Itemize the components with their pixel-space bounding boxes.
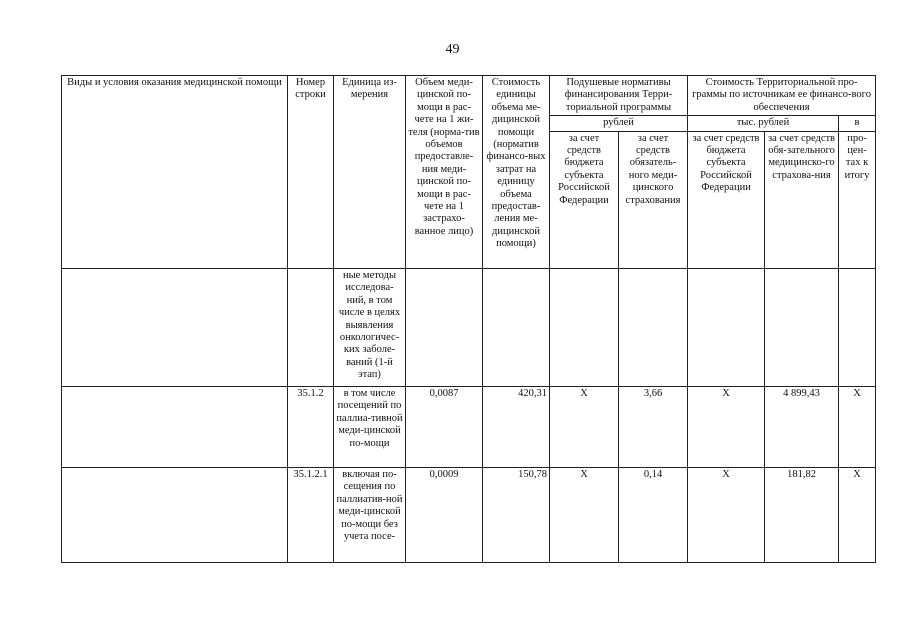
header-types: Виды и условия оказания медицинской помощи [62, 76, 288, 269]
cell-total-budget: X [688, 387, 765, 468]
table-row [62, 468, 876, 563]
cell-unit: включая по-сещения по паллиатив-ной меди-цинской по-мощи без учета посе- [334, 468, 406, 563]
cell-total-oms [765, 269, 839, 387]
table-row [62, 269, 876, 387]
cell-norm-oms: 3,66 [619, 387, 688, 468]
cell-number [288, 269, 334, 387]
cell-number: 35.1.2 [288, 387, 334, 468]
page-number: 49 [445, 42, 460, 57]
header-volume: Объем меди-цинской по-мощи в рас-чете на 1 жи-теля (норма-тив объемов предоставле-ния меди-цинской по-мощи в рас-чете на 1 застрахо-ванное лицо) [406, 76, 483, 269]
header-norm-oms: за счет средств обязатель-ного меди-цинского страхования [619, 131, 688, 268]
header-norm-budget: за счет средств бюджета субъекта Российской Федерации [550, 131, 619, 268]
cell-volume [406, 269, 483, 387]
header-cost: Стоимость единицы объема ме-дицинской помощи (норматив финансо-вых затрат на единицу объема предостав-ления ме-дицинской помощи) [483, 76, 550, 269]
table-header-row [62, 76, 876, 116]
cell-norm-budget: X [550, 468, 619, 563]
cell-type [62, 468, 288, 563]
cell-percent: X [839, 468, 876, 563]
table-row [62, 387, 876, 468]
cell-type [62, 387, 288, 468]
header-group-cost: Стоимость Территориальной про-граммы по источникам ее финансо-вого обеспечения [688, 76, 876, 116]
header-norms-unit: рублей [550, 116, 688, 131]
header-cost-unit: тыс. рублей [688, 116, 839, 131]
financing-table [61, 75, 876, 563]
cell-percent [839, 269, 876, 387]
cell-total-oms: 4 899,43 [765, 387, 839, 468]
cell-cost: 420,31 [483, 387, 550, 468]
header-row-number: Номер строки [288, 76, 334, 269]
cell-cost: 150,78 [483, 468, 550, 563]
cell-percent: X [839, 387, 876, 468]
cell-unit: в том числе посещений по паллиа-тивной меди-цинской по-мощи [334, 387, 406, 468]
cell-norm-budget [550, 269, 619, 387]
cell-volume: 0,0087 [406, 387, 483, 468]
header-total-budget: за счет средств бюджета субъекта Российской Федерации [688, 131, 765, 268]
header-unit: Единица из-мерения [334, 76, 406, 269]
cell-number: 35.1.2.1 [288, 468, 334, 563]
cell-total-oms: 181,82 [765, 468, 839, 563]
cell-cost [483, 269, 550, 387]
cell-norm-oms: 0,14 [619, 468, 688, 563]
header-percent-top: в [839, 116, 876, 131]
cell-unit: ные методы исследова-ний, в том числе в целях выявления онкологичес-ких заболе-ваний (1-й этап) [334, 269, 406, 387]
cell-type [62, 269, 288, 387]
cell-total-budget [688, 269, 765, 387]
header-percent: про-цен-тах к итогу [839, 131, 876, 268]
cell-volume: 0,0009 [406, 468, 483, 563]
header-total-oms: за счет средств обя-зательного медицинско-го страхова-ния [765, 131, 839, 268]
header-group-norms: Подушевые нормативы финансирования Терри-ториальной программы [550, 76, 688, 116]
cell-norm-budget: X [550, 387, 619, 468]
cell-norm-oms [619, 269, 688, 387]
cell-total-budget: X [688, 468, 765, 563]
